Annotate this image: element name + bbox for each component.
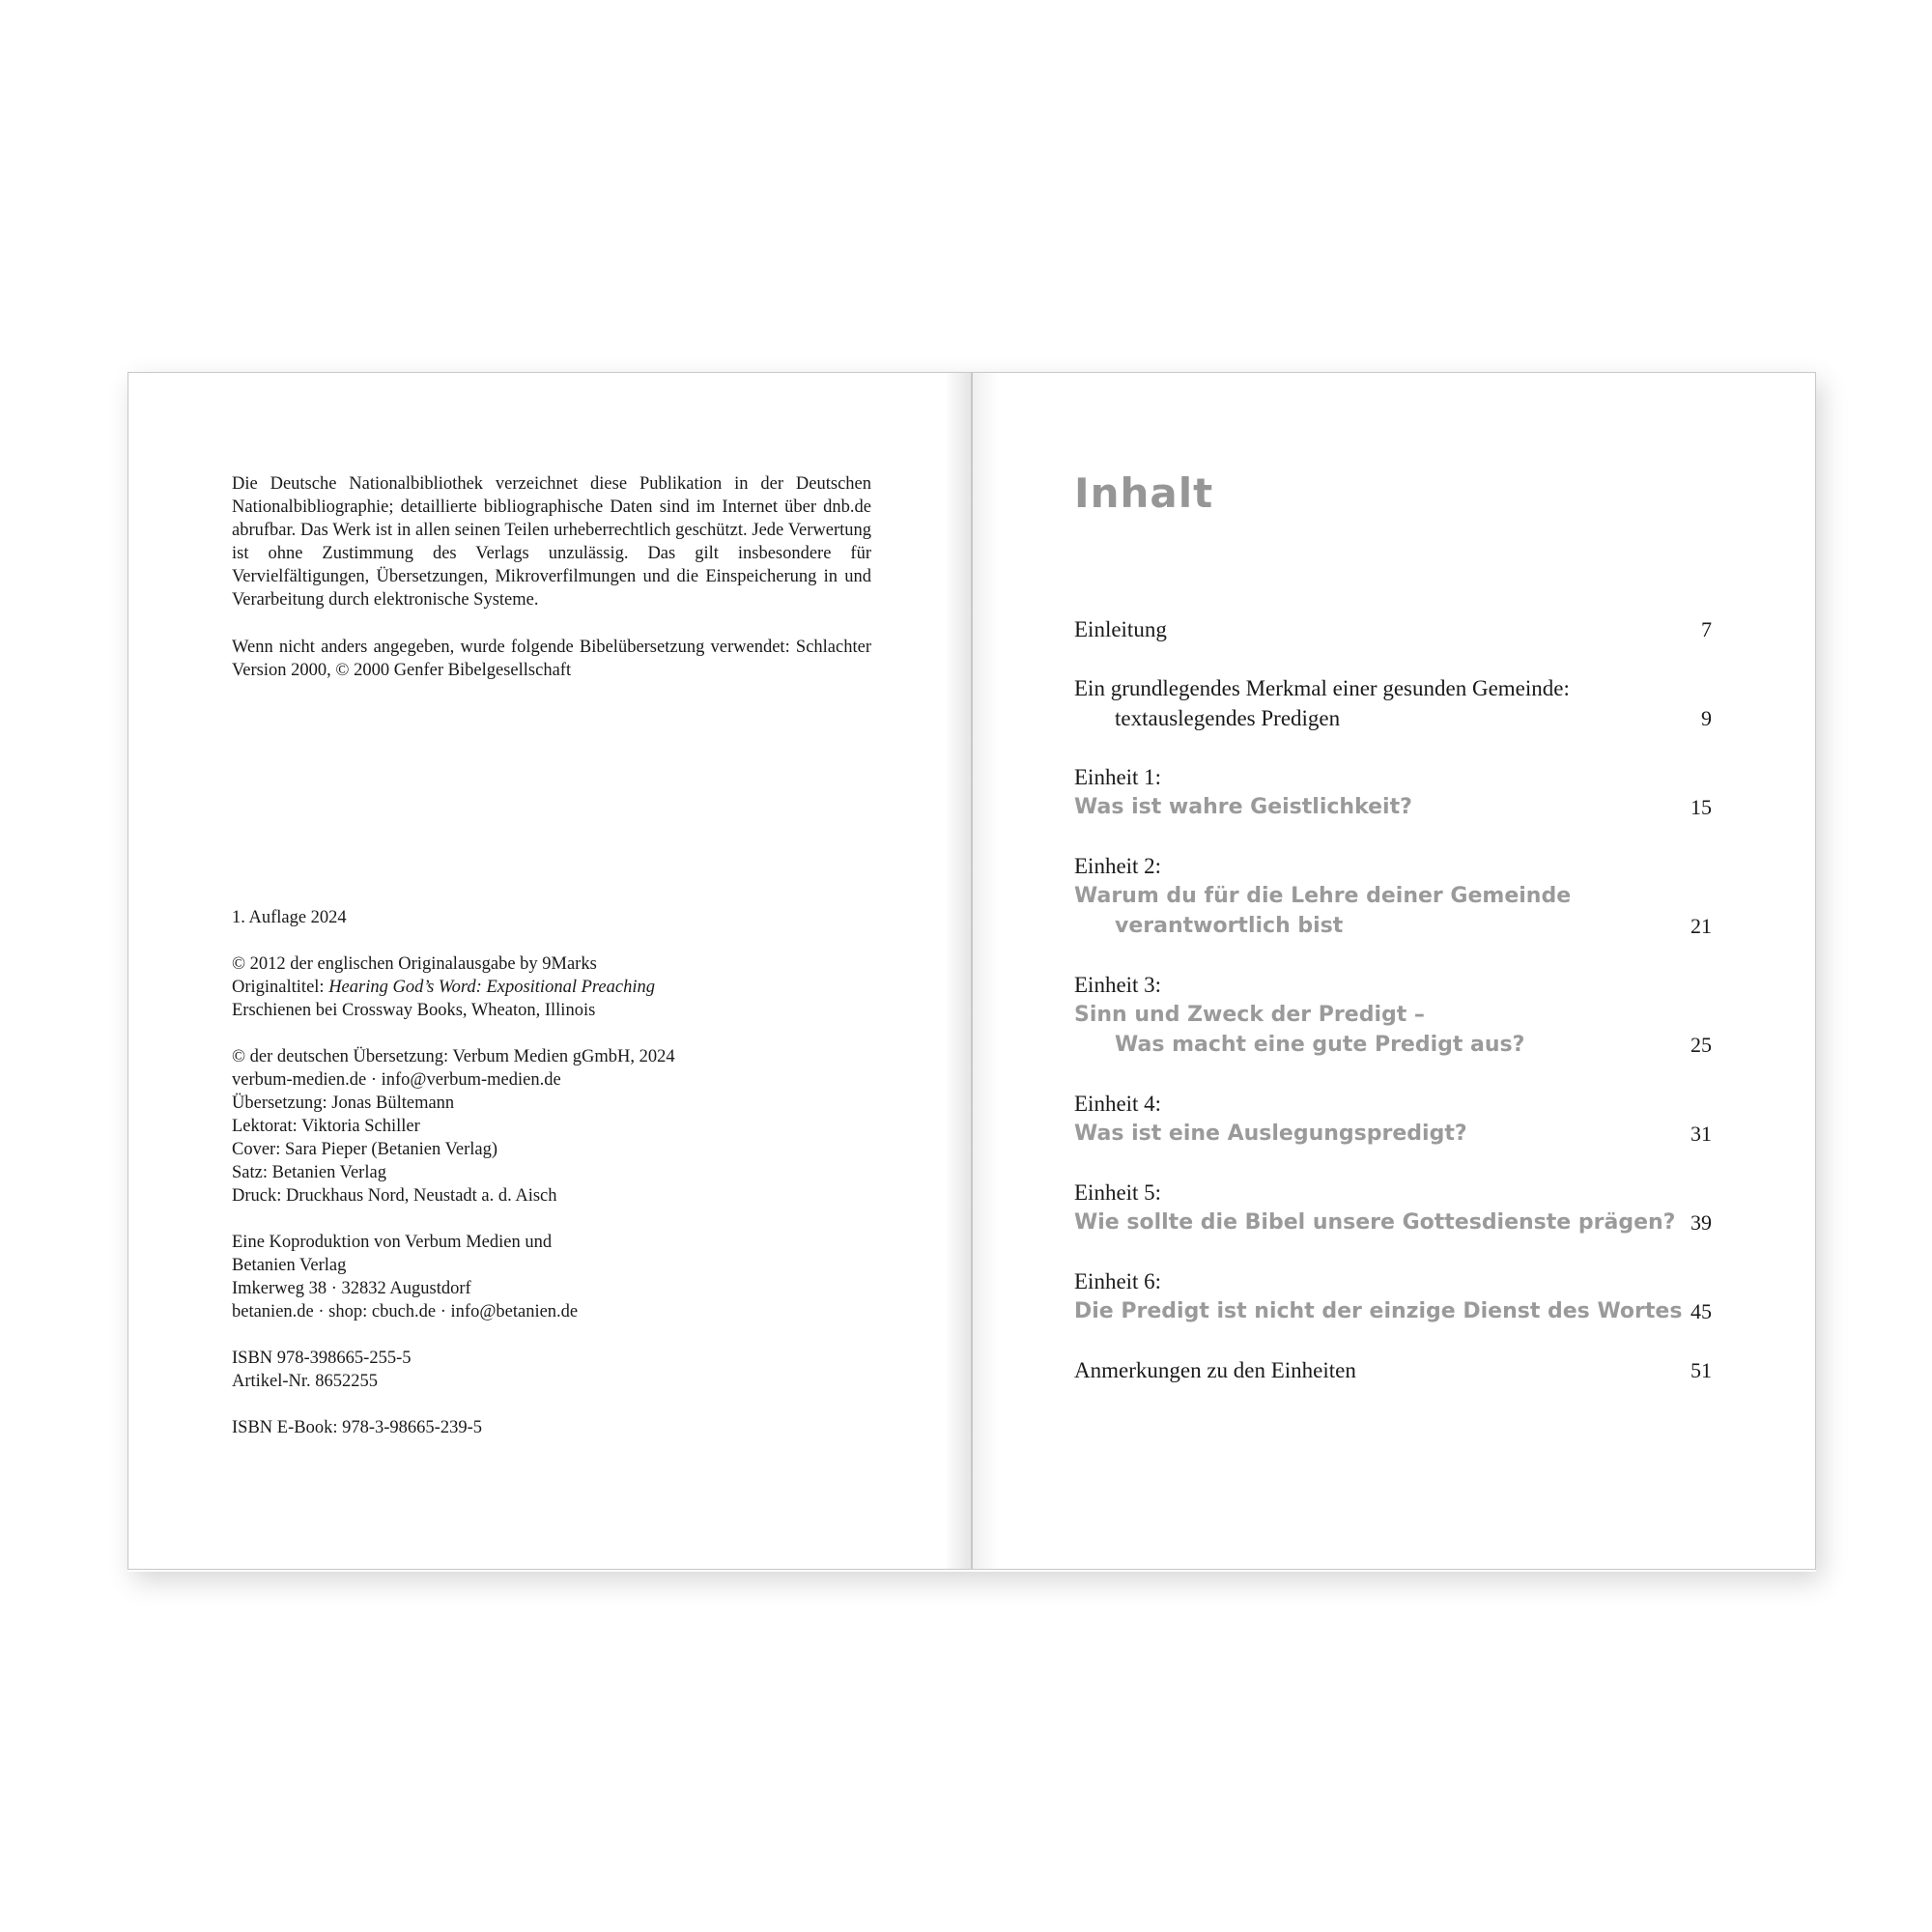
translation-line: Übersetzung: Jonas Bültemann — [232, 1094, 455, 1113]
toc-entry — [1074, 1355, 1712, 1385]
address-line: Imkerweg 38 · 32832 Augustdorf — [232, 1279, 471, 1298]
page-title: Inhalt — [1074, 469, 1214, 517]
toc-unit-label: Einheit 3: — [1074, 973, 1162, 997]
toc-entry-label: Anmerkungen zu den Einheiten — [1074, 1358, 1356, 1382]
original-title-line — [232, 976, 871, 999]
isbn-line: ISBN 978-398665-255-5 — [232, 1349, 412, 1368]
bible-notice: Wenn nicht anders angegeben, wurde folgende Bibelübersetzung verwendet: Schlachter Version 2000, © 2000 Genfer Bibelgesellschaft — [232, 638, 871, 680]
dnb-notice: Die Deutsche Nationalbibliothek verzeichnet diese Publikation in der Deutschen Nationalbibliographie; detaillierte bibliographische Daten sind im Internet über dnb.de abrufbar. Das Werk ist in allen seinen Teilen urheberrechtlich geschützt. Jede Verwertung ist ohne Zustimmung des Verlags unzulässig. Das gilt insbesondere für Vervielfältigungen, Übersetzungen, Mikroverfilmungen und die Einspeicherung in und Verarbeitung durch elektronische Systeme. — [232, 474, 871, 610]
toc-page-number: 25 — [1690, 1033, 1712, 1057]
toc-page-number: 7 — [1701, 617, 1712, 641]
typesetting-line: Satz: Betanien Verlag — [232, 1163, 386, 1182]
book-spread — [128, 372, 1816, 1572]
edition-line: 1. Auflage 2024 — [232, 908, 347, 927]
toc-entry — [1074, 851, 1712, 941]
toc-entry — [1074, 1266, 1712, 1326]
editing-line: Lektorat: Viktoria Schiller — [232, 1117, 420, 1136]
toc-page-number: 9 — [1701, 706, 1712, 730]
coproduction-line: Eine Koproduktion von Verbum Medien und — [232, 1233, 553, 1252]
toc-unit-heading-continued: verantwortlich bist — [1115, 914, 1344, 938]
toc-entry — [1074, 673, 1712, 733]
original-title: Hearing God’s Word: Expositional Preaching — [328, 978, 655, 997]
bible-translation-notice — [232, 636, 871, 682]
toc-unit-heading: Was ist wahre Geistlichkeit? — [1074, 795, 1412, 819]
toc-unit-label: Einheit 1: — [1074, 765, 1162, 789]
toc-entry-label: Ein grundlegendes Merkmal einer gesunden Gemeinde: — [1074, 676, 1570, 700]
toc-page-number: 21 — [1690, 914, 1712, 938]
toc-entry — [1074, 762, 1712, 822]
toc-page-number: 31 — [1690, 1122, 1712, 1146]
coproduction-line-2: Betanien Verlag — [232, 1256, 347, 1275]
web-line: verbum-medien.de · info@verbum-medien.de — [232, 1070, 561, 1090]
toc-entry — [1074, 614, 1712, 644]
toc-page-number: 51 — [1690, 1358, 1712, 1382]
toc-page-number: 15 — [1690, 795, 1712, 819]
toc-unit-label: Einheit 6: — [1074, 1269, 1162, 1293]
toc-entry-label-continued: textauslegendes Predigen — [1115, 706, 1341, 730]
published-by-line: Erschienen bei Crossway Books, Wheaton, Illinois — [232, 1001, 596, 1020]
copyright-german-line: © der deutschen Übersetzung: Verbum Medien gGmbH, 2024 — [232, 1047, 675, 1066]
toc-page-number: 39 — [1690, 1210, 1712, 1235]
publication-details — [232, 906, 871, 1439]
gutter-shadow — [973, 373, 1000, 1569]
toc-unit-heading-continued: Was macht eine gute Predigt aus? — [1115, 1033, 1525, 1057]
printing-line: Druck: Druckhaus Nord, Neustadt a. d. Aisch — [232, 1186, 557, 1206]
isbn-ebook-line: ISBN E-Book: 978-3-98665-239-5 — [232, 1418, 482, 1437]
toc-unit-label: Einheit 4: — [1074, 1092, 1162, 1116]
cover-line: Cover: Sara Pieper (Betanien Verlag) — [232, 1140, 498, 1159]
toc-unit-heading: Warum du für die Lehre deiner Gemeinde — [1074, 884, 1572, 908]
gutter-shadow — [944, 373, 971, 1569]
toc-unit-label: Einheit 5: — [1074, 1180, 1162, 1205]
copyright-notice — [232, 472, 871, 611]
toc-unit-heading: Die Predigt ist nicht der einzige Dienst des Wortes — [1074, 1299, 1683, 1323]
article-number-line: Artikel-Nr. 8652255 — [232, 1372, 379, 1391]
imprint-page — [128, 372, 972, 1570]
toc-unit-heading: Sinn und Zweck der Predigt – — [1074, 1003, 1425, 1027]
contents-page — [972, 372, 1816, 1570]
toc-entry-label: Einleitung — [1074, 617, 1167, 641]
table-of-contents — [1074, 614, 1712, 1414]
toc-unit-heading: Was ist eine Auslegungspredigt? — [1074, 1122, 1467, 1146]
toc-entry — [1074, 1089, 1712, 1149]
original-title-label: Originaltitel: — [232, 978, 329, 997]
toc-entry — [1074, 1178, 1712, 1237]
contact-line: betanien.de · shop: cbuch.de · info@betanien.de — [232, 1302, 579, 1321]
toc-unit-heading: Wie sollte die Bibel unsere Gottesdienste prägen? — [1074, 1210, 1676, 1235]
copyright-original-line: © 2012 der englischen Originalausgabe by 9Marks — [232, 954, 597, 974]
toc-page-number: 45 — [1690, 1299, 1712, 1323]
toc-entry — [1074, 970, 1712, 1060]
toc-unit-label: Einheit 2: — [1074, 854, 1162, 878]
